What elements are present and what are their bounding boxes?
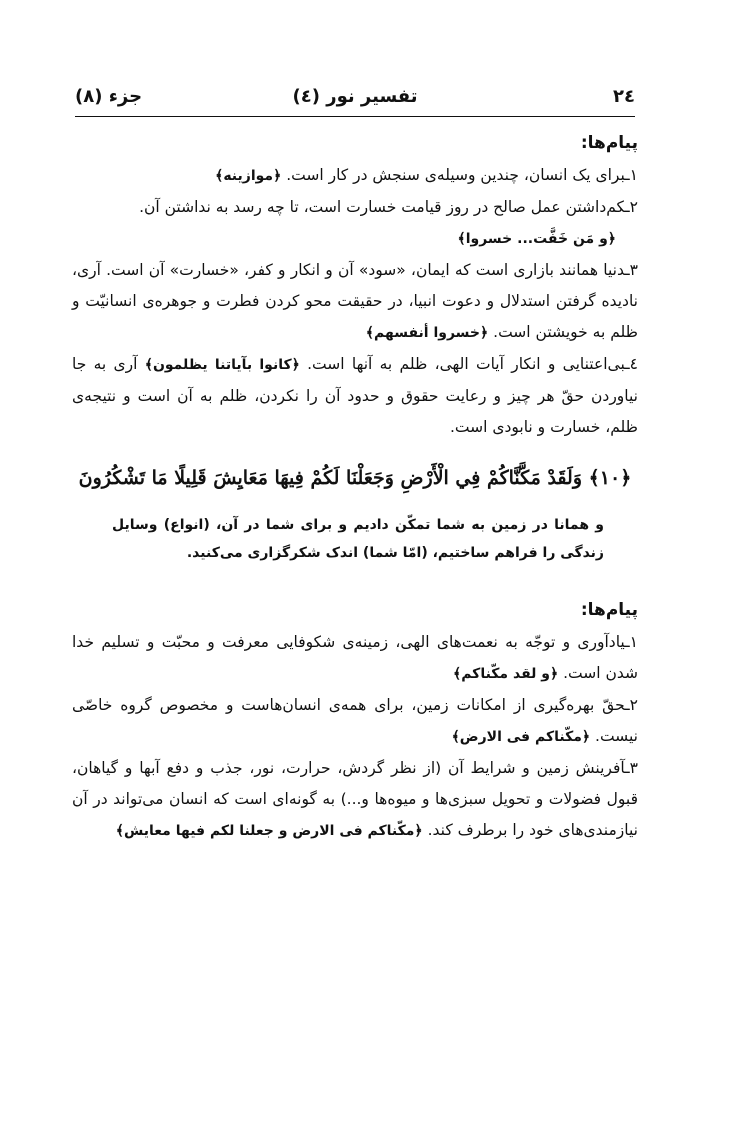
list-item [72,690,638,753]
list-item [72,160,638,192]
messages-section-1 [72,126,638,443]
item-text: حقّ بهره‌گیری از امکانات زمین، برای همه‌ی انسان‌هاست و مخصوص گروه خاصّی نیست. [72,696,638,745]
list-item [72,255,638,349]
list-item [72,349,638,443]
item-text: آفرینش زمین و شرایط آن (از نظر گردش، حرارت، نور، جذب و دفع آبها و گیاهان، قبول فضولات و تحویل سبزی‌ها و میوه‌ها و...) به گونه‌ای است که انسان می‌تواند در آن نیازمندی‌های خود را برطرف کند. [72,759,638,839]
quran-reference: ﴿مكّناكم فى الارض﴾ [451,729,591,745]
item-text: بی‌اعتنایی و انکار آیات الهی، ظلم به آنها است. [307,355,626,373]
quran-reference: ﴿مكّناكم فى الارض و جعلنا لكم فيها معايش﴾ [115,823,423,839]
quran-reference: ﴿موازینه﴾ [215,168,282,184]
book-title: تفسیر نور (٤) [292,86,418,107]
item-number: ٣ـ [625,261,638,279]
item-number: ٢ـ [625,198,638,216]
quran-reference: ﴿كانوا بآياتنا يظلمون﴾ [144,357,300,373]
section-title: پیام‌ها: [580,133,638,153]
quran-reference: ﴿و مَن خَفَّت... خسروا﴾ [457,231,616,247]
page-header [75,82,635,116]
item-continuation [72,223,638,255]
item-number: ٢ـ [625,696,638,714]
item-text-after: آری به جا نیاوردن حقّ هر چیز و رعایت حقوق و حدود آن را نکردن، ظلم به آن است و نتیجه‌ی ظلم، خسارت و نابودی است. [72,355,638,436]
item-number: ٤ـ [625,355,638,373]
quran-reference: ﴿خسروا أنفسهم﴾ [365,325,489,341]
list-item [72,627,638,690]
item-text: یادآوری و توجّه به نعمت‌های الهی، زمینه‌ی شکوفایی معرفت و محبّت و تسلیم خدا شدن است. [72,633,638,682]
verse-translation: و همانا در زمین به شما تمکّن دادیم و برای شما در آن، (انواع) وسایل زندگی را فراهم ساختیم، (امّا شما) اندک شکرگزاری می‌کنید. [112,517,604,561]
quran-reference: ﴿و لقد مكّناكم﴾ [453,666,559,682]
section-title: پیام‌ها: [580,600,638,620]
list-item [72,192,638,255]
item-text: برای یک انسان، چندین وسیله‌ی سنجش در کار است. [286,166,626,184]
item-number: ١ـ [625,633,638,651]
item-text: دنیا همانند بازاری است که ایمان، «سود» آن و انکار و کفر، «خسارت» آن است. آری، نادیده گرفتن استدلال و دعوت انبیا، در حقیقت محو کردن فطرت و جوهره‌ی انسانیّت و ظلم به خویشتن است. [72,261,638,341]
verse-number: ﴿١٠﴾ [588,467,632,489]
juz-label: جزء (٨) [75,86,143,107]
item-number: ٣ـ [625,759,638,777]
header-divider [75,116,635,117]
page-content [72,126,638,847]
verse-text: وَلَقَدْ مَكَّنَّاكُمْ فِي الْأَرْضِ وَجَعَلْنَا لَكُمْ فِيهَا مَعَايِشَ قَلِيلًا مَا تَشْكُرُونَ [78,467,582,489]
list-item [72,753,638,847]
messages-section-2 [72,593,638,847]
quran-verse [72,455,638,501]
page-number: ٢٤ [613,86,635,107]
item-number: ١ـ [625,166,638,184]
item-text: کم‌داشتن عمل صالح در روز قیامت خسارت است، تا چه رسد به نداشتن آن. [139,198,626,216]
